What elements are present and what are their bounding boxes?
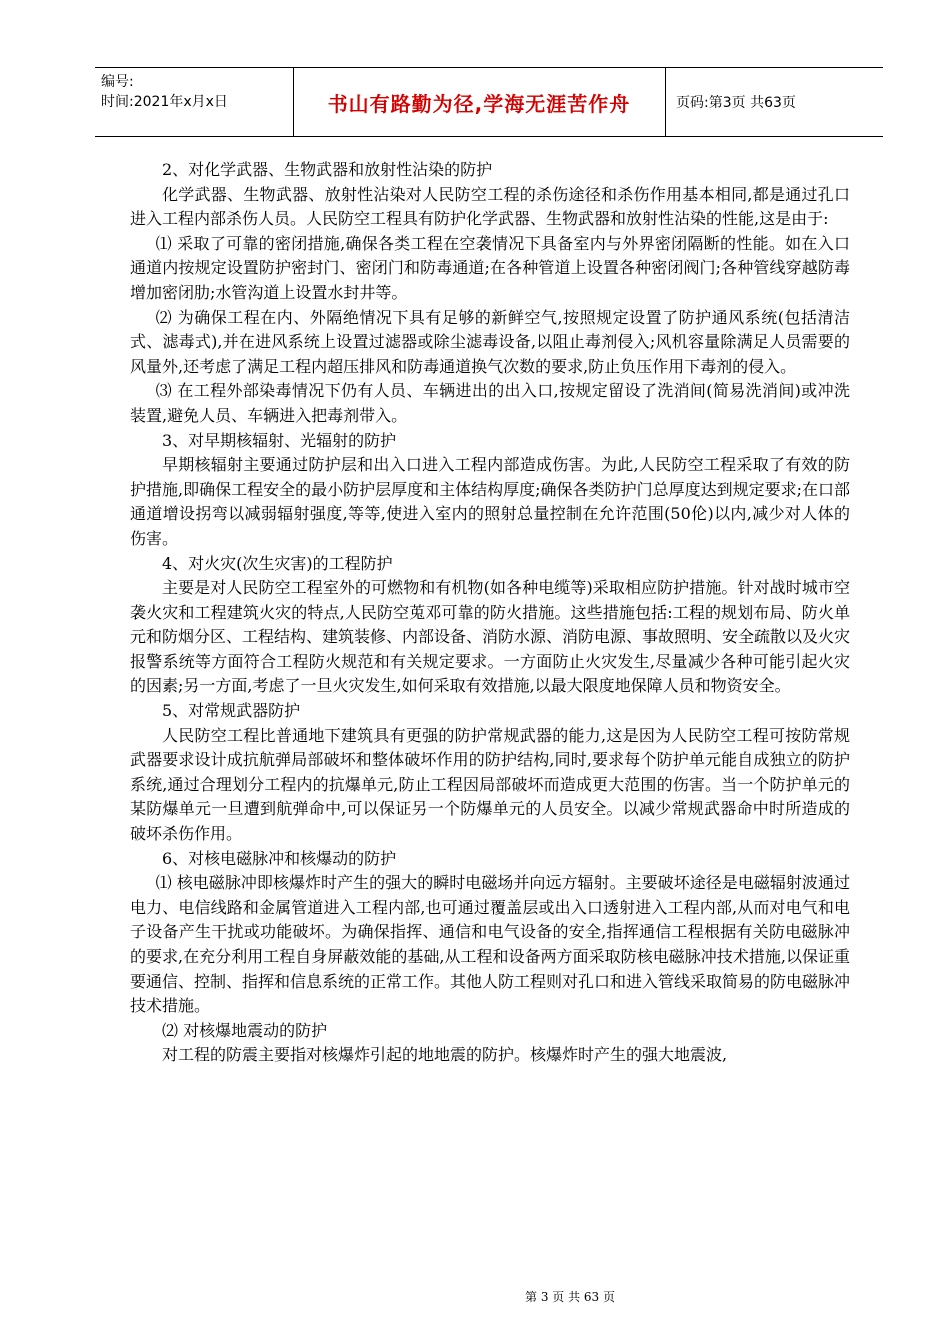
document-number-label: 编号: (101, 74, 134, 90)
paragraph: ⑵ 为确保工程在内、外隔绝情况下具有足够的新鲜空气,按照规定设置了防护通风系统(包括清洁式、滤毒式),并在进风系统上设置过滤器或除尘滤毒设备,以阻止毒剂侵入;风机容量除满足人员需要的风量外,还考虑了满足工程内超压排风和防毒通道换气次数的要求,防止负压作用下毒剂的侵入。 (130, 307, 850, 376)
paragraph: 化学武器、生物武器、放射性沾染对人民防空工程的杀伤途径和杀伤作用基本相同,都是通过孔口进入工程内部杀伤人员。人民防空工程具有防护化学武器、生物武器和放射性沾染的性能,这是由于: (130, 184, 850, 229)
section-heading: 4、对火灾(次生灾害)的工程防护 (162, 553, 393, 573)
footer-page-number: 第 3 页 共 63 页 (525, 1290, 615, 1304)
paragraph: ⑴ 核电磁脉冲即核爆炸时产生的强大的瞬时电磁场并向远方辐射。主要破坏途径是电磁辐射波通过电力、电信线路和金属管道进入工程内部,也可通过覆盖层或出入口透射进入工程内部,从而对电气和电子设备产生干扰或功能破坏。为确保指挥、通信和电气设备的安全,指挥通信工程根据有关防电磁脉冲的要求,在充分利用工程自身屏蔽效能的基础,从工程和设备两方面采取防核电磁脉冲技术措施,以保证重要通信、控制、指挥和信息系统的正常工作。其他人防工程则对孔口和进入管线采取简易的防电磁脉冲技术措施。 (130, 873, 851, 1016)
paragraph: 2、对化学武器、生物武器和放射性沾染的防护 (162, 160, 493, 179)
header-page-cell (666, 68, 883, 136)
section-heading: 6、对核电磁脉冲和核爆动的防护 (162, 848, 397, 868)
section-heading: 3、对早期核辐射、光辐射的防护 (162, 430, 397, 450)
paragraph: ⑴ 采取了可靠的密闭措施,确保各类工程在空袭情况下具备室内与外界密闭隔断的性能。如在入口通道内按规定设置防护密封门、密闭门和防毒通道;在各种管道上设置各种密闭阀门;各种管线穿越防毒增加密闭肋;水管沟道上设置水封井等。 (130, 233, 850, 302)
header-motto: 书山有路勤为径,学海无涯苦作舟 (327, 91, 631, 116)
section-heading: 5、对常规武器防护 (162, 701, 301, 721)
page-footer (0, 1288, 950, 1305)
paragraph: 早期核辐射主要通过防护层和出入口进入工程内部造成伤害。为此,人民防空工程采取了有效的防护措施,即确保工程安全的最小防护层厚度和主体结构厚度;确保各类防护门总厚度达到规定要求;在口部通道增设拐弯以减弱辐射强度,等等,使进入室内的照射总量控制在允许范围(50伦)以内,减少对人体的伤害。 (130, 455, 850, 548)
paragraph: 主要是对人民防空工程室外的可燃物和有机物(如各种电缆等)采取相应防护措施。针对战时城市空袭火灾和工程建筑火灾的特点,人民防空莵邓可靠的防火措施。这些措施包括:工程的规划布局、防火单元和防烟分区、工程结构、建筑装修、内部设备、消防水源、消防电源、事故照明、安全疏散以及火灾报警系统等方面符合工程防火规范和有关规定要求。一方面防止火灾发生,尽量减少各种可能引起火灾的因素;另一方面,考虑了一旦火灾发生,如何采取有效措施,以最大限度地保障人员和物资安全。 (130, 578, 851, 696)
document-time-label: 时间:2021年x月x日 (101, 94, 228, 110)
paragraph: ⑶ 在工程外部染毒情况下仍有人员、车辆进出的出入口,按规定留设了洗消间(简易洗消间)或冲洗装置,避免人员、车辆进入把毒剂带入。 (130, 381, 850, 425)
paragraph: 人民防空工程比普通地下建筑具有更强的防护常规武器的能力,这是因为人民防空工程可按防常规武器要求设计成抗航弹局部破坏和整体破坏作用的防护结构,同时,要求每个防护单元能自成独立的防护系统,通过合理划分工程内的抗爆单元,防止工程因局部破坏而造成更大范围的伤害。当一个防护单元的某防爆单元一旦遭到航弹命中,可以保证另一个防爆单元的人员安全。以减少常规武器命中时所造成的破坏杀伤作用。 (130, 725, 850, 844)
subsection-heading: ⑵ 对核爆地震动的防护 (162, 1020, 328, 1040)
header-meta-cell (95, 68, 294, 136)
page-header (95, 67, 883, 137)
header-motto-cell (293, 68, 666, 136)
document-body (130, 158, 850, 1068)
paragraph: 对工程的防震主要指对核爆炸引起的地地震的防护。核爆炸时产生的强大地震波, (162, 1045, 728, 1065)
header-page-code: 页码:第3页 共63页 (676, 95, 796, 111)
